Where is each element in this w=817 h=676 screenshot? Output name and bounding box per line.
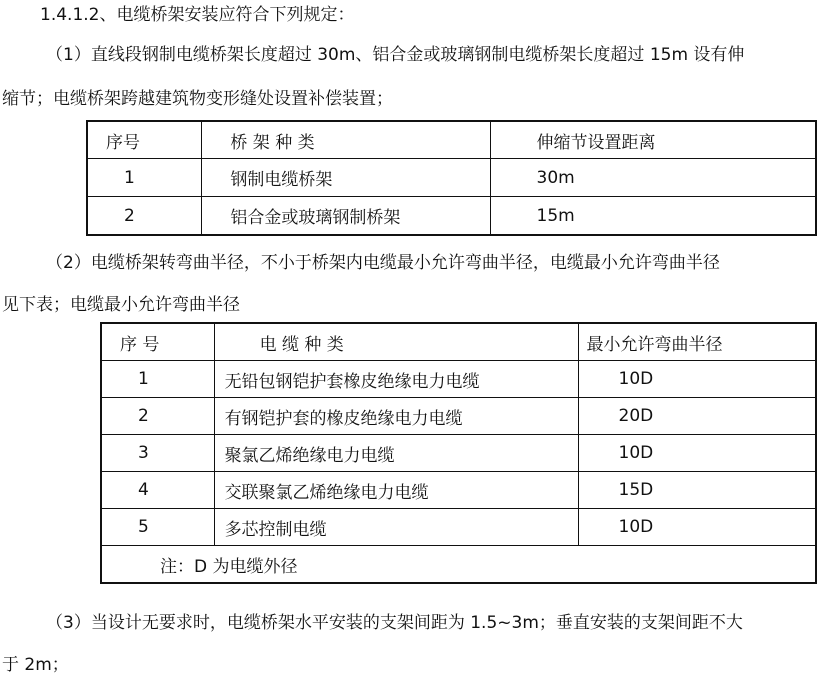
table-row	[101, 509, 816, 546]
paragraph-1-line-2: 缩节；电缆桥架跨越建筑物变形缝处设置补偿装置；	[2, 89, 393, 109]
table-header-row	[87, 121, 816, 159]
cell-min-bend-radius: 10D	[578, 361, 816, 398]
paragraph-3-line-2: 于 2m；	[2, 655, 69, 675]
cell-joint-distance: 30m	[490, 159, 816, 197]
cell-cable-type: 有钢铠护套的橡皮绝缘电力电缆	[214, 398, 578, 435]
header-cell-index: 序 号	[101, 323, 214, 361]
paragraph-2-line-1: （2）电缆桥架转弯曲半径，不小于桥架内电缆最小允许弯曲半径，电缆最小允许弯曲半径	[46, 253, 720, 273]
paragraph-2-line-2: 见下表；电缆最小允许弯曲半径	[2, 295, 240, 315]
cell-index: 5	[101, 509, 214, 546]
paragraph-1-line-1: （1）直线段钢制电缆桥架长度超过 30m、铝合金或玻璃钢制电缆桥架长度超过 15m 设有伸	[46, 45, 745, 65]
table-note: 注：D 为电缆外径	[101, 546, 816, 584]
cell-index: 2	[87, 197, 202, 236]
header-cell-index: 序号	[87, 121, 202, 159]
cell-cable-type: 无铅包钢铠护套橡皮绝缘电力电缆	[214, 361, 578, 398]
cell-min-bend-radius: 10D	[578, 509, 816, 546]
table-row	[87, 159, 816, 197]
table-header-row	[101, 323, 816, 361]
expansion-joint-table	[86, 120, 817, 236]
cell-tray-type: 钢制电缆桥架	[202, 159, 490, 197]
header-cell-joint-distance: 伸缩节设置距离	[490, 121, 816, 159]
section-heading: 1.4.1.2、电缆桥架安装应符合下列规定：	[40, 5, 355, 25]
cell-cable-type: 多芯控制电缆	[214, 509, 578, 546]
table-row	[101, 435, 816, 472]
header-cell-min-bend-radius: 最小允许弯曲半径	[578, 323, 816, 361]
cell-min-bend-radius: 15D	[578, 472, 816, 509]
cell-cable-type: 交联聚氯乙烯绝缘电力电缆	[214, 472, 578, 509]
cell-index: 4	[101, 472, 214, 509]
cell-joint-distance: 15m	[490, 197, 816, 236]
table-row	[101, 472, 816, 509]
cell-tray-type: 铝合金或玻璃钢制桥架	[202, 197, 490, 236]
table-row	[101, 361, 816, 398]
bend-radius-table	[100, 322, 817, 584]
table-row	[87, 197, 816, 236]
cell-index: 3	[101, 435, 214, 472]
cell-cable-type: 聚氯乙烯绝缘电力电缆	[214, 435, 578, 472]
cell-index: 1	[87, 159, 202, 197]
header-cell-cable-type: 电 缆 种 类	[214, 323, 578, 361]
cell-index: 2	[101, 398, 214, 435]
paragraph-3-line-1: （3）当设计无要求时，电缆桥架水平安装的支架间距为 1.5~3m；垂直安装的支架间距不大	[46, 613, 743, 633]
table-row	[101, 398, 816, 435]
cell-index: 1	[101, 361, 214, 398]
table-note-row	[101, 546, 816, 584]
header-cell-tray-type: 桥 架 种 类	[202, 121, 490, 159]
cell-min-bend-radius: 10D	[578, 435, 816, 472]
cell-min-bend-radius: 20D	[578, 398, 816, 435]
